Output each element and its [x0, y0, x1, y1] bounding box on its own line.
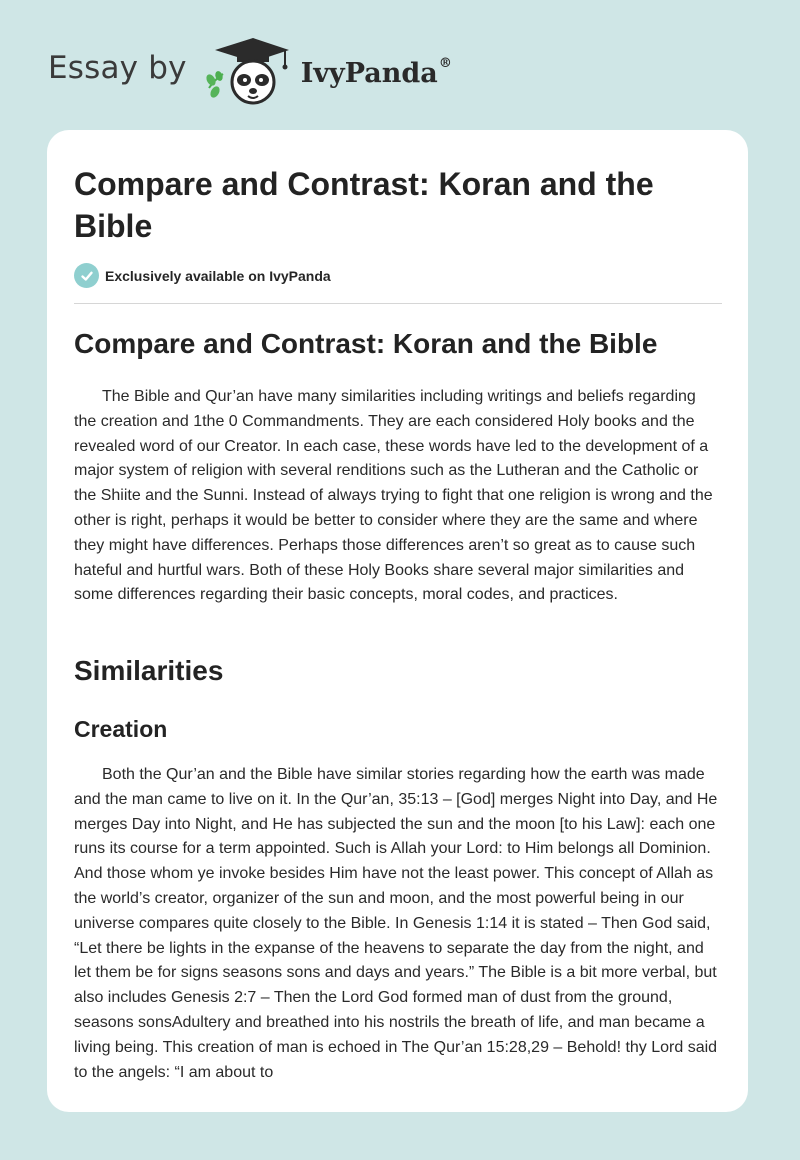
badge-label: Exclusively available on IvyPanda — [105, 267, 331, 284]
exclusive-badge — [74, 263, 331, 288]
creation-paragraph: Both the Qur’an and the Bible have similar stories regarding how the earth was made and the man came to live on it. In the Qur’an, 35:13 – [God] merges Night into Day, and He merges Day into Night, and He has subjected the sun and the moon [to his Law]: each one runs its course for a term appointed. Such is Allah your Lord: to Him belongs all Dominion. And those whom ye invoke besides Him have not the least power. This concept of Allah as the world’s creator, organizer of the sun and moon, and the most powerful being in our universe compares quite closely to the Bible. In Genesis 1:14 it is stated – Then God said, “Let there be lights in the expanse of the heavens to separate the day from the night, and let them be for signs seasons sons and days and years.” The Bible is a bit more verbal, but also includes Genesis 2:7 – Then the Lord God formed man of dust from the ground, seasons sonsAdultery and breathed into his nostrils the breath of life, and man became a living being. This creation of man is echoed in The Qur’an 15:28,29 – Behold! thy Lord said to the angels: “I am about to — [74, 766, 718, 1081]
article-heading: Compare and Contrast: Koran and the Bible — [74, 328, 658, 359]
check-icon — [74, 263, 99, 288]
ivypanda-logo-icon[interactable] — [201, 36, 295, 106]
site-header — [48, 36, 452, 106]
divider — [74, 303, 722, 304]
subsection-heading-creation: Creation — [74, 716, 168, 742]
essay-by-label: Essay by — [48, 50, 187, 86]
intro-paragraph: The Bible and Qur’an have many similarities including writings and beliefs regarding the creation and 1the 0 Commandments. They are each considered Holy books and the revealed word of our Creator. In each case, these words have led to the development of a major system of religion with several renditions such as the Lutheran and the Catholic or the Shiite and the Sunni. Instead of always trying to fight that one religion is wrong and the other is right, perhaps it would be better to consider where they are the same and where they might have differences. Perhaps those differences aren’t so great as to cause such hateful and hurtful wars. Both of these Holy Books share several major similarities and some differences regarding their basic concepts, moral codes, and practices. — [74, 388, 713, 604]
essay-card — [47, 130, 748, 1112]
brand-name[interactable]: IvyPanda® — [300, 55, 452, 89]
page-title: Compare and Contrast: Koran and the Bible — [74, 166, 654, 244]
registered-mark: ® — [438, 55, 452, 71]
section-heading-similarities: Similarities — [74, 655, 224, 686]
